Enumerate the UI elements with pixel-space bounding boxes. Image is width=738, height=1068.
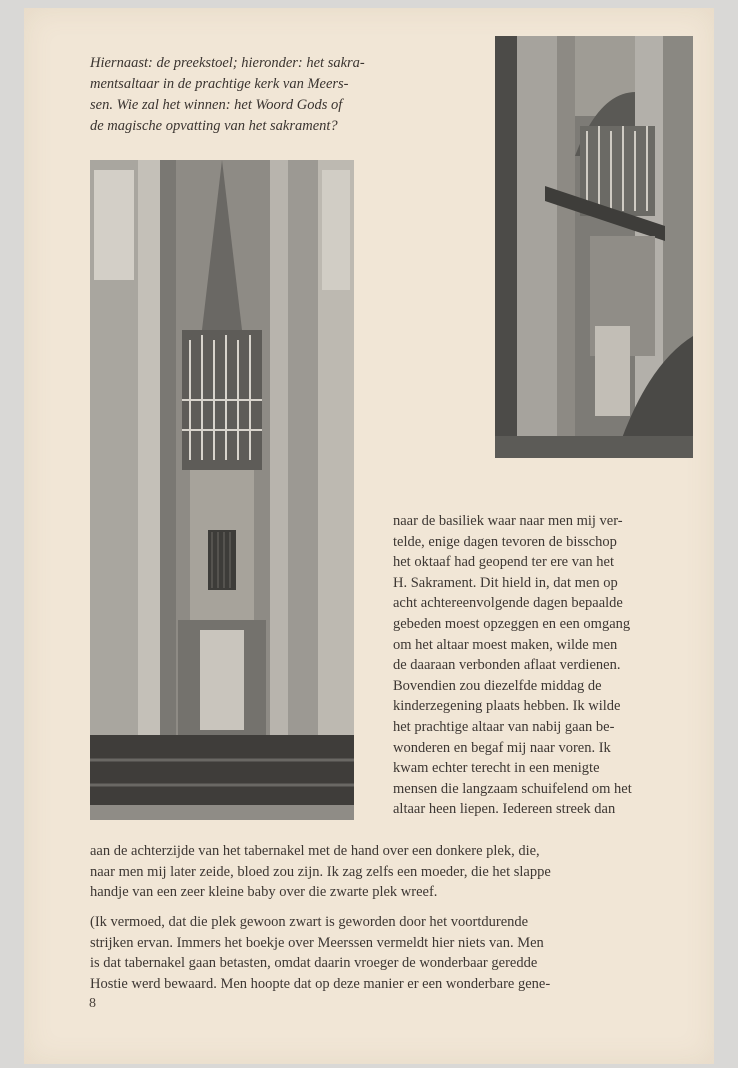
- caption-line: Hiernaast: de preekstoel; hieronder: het sakra-: [90, 55, 365, 71]
- text-line: H. Sakrament. Dit hield in, dat men op: [393, 574, 618, 591]
- text-line: is dat tabernakel gaan betasten, omdat daarin vroeger de wonderbaar geredde: [90, 955, 538, 972]
- caption-line: mentsaltaar in de prachtige kerk van Meers-: [90, 76, 349, 92]
- paragraph-right-column: [393, 511, 693, 820]
- text-line: handje van een zeer kleine baby over die zwarte plek wreef.: [90, 884, 438, 901]
- text-line: gebeden moest opzeggen en een omgang: [393, 615, 631, 632]
- text-line: naar men mij later zeide, bloed zou zijn. Ik zag zelfs een moeder, die het slappe: [90, 863, 551, 880]
- text-line: wonderen en begaf mij naar voren. Ik: [393, 739, 611, 756]
- book-page: [24, 8, 714, 1064]
- text-line: Bovendien zou diezelfde middag de: [393, 677, 602, 694]
- text-line: aan de achterzijde van het tabernakel met de hand over een donkere plek, die,: [90, 843, 540, 859]
- sacrament-altar-photo: [90, 160, 354, 820]
- text-line: acht achtereenvolgende dagen bepaalde: [393, 595, 623, 612]
- pulpit-photo: [495, 36, 693, 458]
- text-line: het prachtige altaar van nabij gaan be-: [393, 718, 615, 735]
- text-line: om het altaar moest maken, wilde men: [393, 636, 618, 653]
- text-line: naar de basiliek waar naar men mij ver-: [393, 513, 623, 529]
- text-line: altaar heen liepen. Iedereen streek dan: [393, 801, 616, 818]
- text-line: kwam echter terecht in een menigte: [393, 760, 600, 777]
- caption-line: sen. Wie zal het winnen: het Woord Gods of: [90, 97, 343, 113]
- text-line: strijken ervan. Immers het boekje over Meerssen vermeldt hier niets van. Men: [90, 934, 544, 951]
- text-line: kinderzegening plaats hebben. Ik wilde: [393, 698, 621, 715]
- paragraph-note: [90, 912, 694, 994]
- paragraph-continuation: [90, 841, 694, 903]
- text-line: het oktaaf had geopend ter ere van het: [393, 554, 615, 571]
- text-line: de daaraan verbonden aflaat verdienen.: [393, 657, 621, 674]
- caption-line: de magische opvatting van het sakrament?: [90, 118, 338, 134]
- pulpit-illustration: [495, 36, 693, 458]
- text-line: Hostie werd bewaard. Men hoopte dat op deze manier er een wonderbare gene-: [90, 975, 551, 992]
- altar-illustration: [90, 160, 354, 820]
- text-line: telde, enige dagen tevoren de bisschop: [393, 533, 617, 550]
- photo-caption: [90, 53, 470, 137]
- page-number: 8: [89, 996, 96, 1011]
- text-line: (Ik vermoed, dat die plek gewoon zwart is geworden door het voortdurende: [90, 914, 529, 930]
- text-line: mensen die langzaam schuifelend om het: [393, 780, 632, 797]
